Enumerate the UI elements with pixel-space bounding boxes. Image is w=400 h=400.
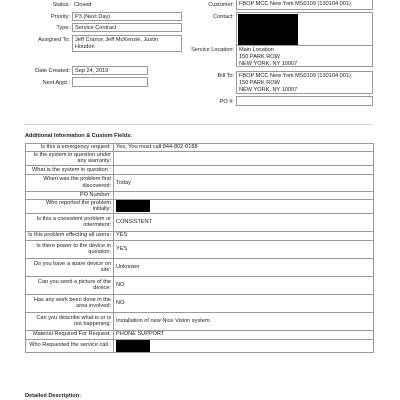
info-question: Can you send a picture of the device:	[26, 276, 114, 294]
bill-to-label: Bill To:	[217, 73, 234, 79]
customer-label: Customer:	[208, 2, 234, 8]
info-row	[26, 231, 374, 240]
service-location-label: Service Location:	[191, 47, 234, 53]
bill-to-line: 150 PARK ROW	[239, 80, 280, 86]
section-divider	[25, 124, 372, 125]
po-value	[236, 96, 373, 106]
priority-value: P3 (Next Day)	[72, 12, 182, 21]
info-answer: NO	[114, 276, 374, 294]
assigned-to-label: Assigned To:	[38, 37, 70, 43]
redacted-block	[116, 200, 150, 212]
next-appt-value	[72, 77, 148, 87]
bill-to-line: NEW YORK, NY 10007	[239, 87, 298, 93]
date-created-label: Date Created:	[35, 68, 70, 74]
info-question: Is this a consistent problem or intermitent:	[26, 213, 114, 231]
info-row	[26, 191, 374, 199]
info-row	[26, 339, 374, 352]
info-question: Who Requested the service call :	[26, 339, 114, 352]
contact-label: Contact:	[213, 14, 234, 20]
info-question: Is this a emergency request:	[26, 144, 114, 152]
info-row	[26, 174, 374, 191]
info-answer	[114, 165, 374, 174]
info-question: Has any work been done in the area involved:	[26, 294, 114, 312]
info-answer	[114, 191, 374, 199]
info-question: Do you have a spare device on site:	[26, 258, 114, 276]
info-question: When was the problem first discovered:	[26, 174, 114, 191]
next-appt-label: Next Appt.:	[42, 80, 70, 86]
info-answer	[114, 339, 374, 352]
info-answer: Installation of new Nice Vision system.	[114, 312, 374, 330]
info-row	[26, 294, 374, 312]
info-question: Who reported the problem initially:	[26, 199, 114, 213]
info-answer: Unknown	[114, 258, 374, 276]
info-answer: YES	[114, 240, 374, 258]
info-question: Is this problem effecting all users:	[26, 231, 114, 240]
bill-to-value	[236, 71, 373, 94]
priority-label: Priority:	[51, 14, 70, 20]
info-question: What is the system in question :	[26, 165, 114, 174]
type-value: Service Contract	[72, 23, 182, 32]
service-location-line: 150 PARK ROW	[239, 54, 280, 60]
info-row	[26, 152, 374, 166]
additional-info-table	[25, 143, 374, 353]
date-created-value: Sep 24, 2019	[72, 66, 148, 75]
service-location-line: NEW YORK, NY 10007	[239, 61, 298, 67]
info-row	[26, 258, 374, 276]
info-row	[26, 213, 374, 231]
info-row	[26, 312, 374, 330]
info-answer: YES	[114, 231, 374, 240]
assigned-to-value: Jeff Cranor, Jeff McKenzie, Justin Houdon	[72, 35, 182, 52]
info-answer: Today	[114, 174, 374, 191]
info-answer: CONSISTENT	[114, 213, 374, 231]
detailed-description-title: Detailed Description:	[25, 393, 81, 399]
customer-value: FBOP MCC New York MS0109 (130104.001)	[236, 0, 373, 10]
type-label: Type:	[56, 25, 70, 31]
service-location-line: Main Location	[239, 47, 274, 53]
info-question: Can you describe what is or is not happening:	[26, 312, 114, 330]
info-row	[26, 144, 374, 152]
info-question: Is the system in question under any warranty:	[26, 152, 114, 166]
po-label: PO #:	[219, 99, 234, 105]
status-value: Closed	[72, 1, 182, 9]
info-answer	[114, 199, 374, 213]
status-label: Status:	[52, 2, 70, 8]
bill-to-line: FBOP MCC New York MS0109 (130104.001)	[239, 73, 351, 79]
info-answer: NO	[114, 294, 374, 312]
info-row	[26, 276, 374, 294]
info-row	[26, 240, 374, 258]
additional-info-title: Additional Information & Custom Fields:	[25, 133, 133, 139]
info-question: Is there power to the device in question:	[26, 240, 114, 258]
info-answer	[114, 152, 374, 166]
info-row	[26, 165, 374, 174]
info-answer: Yes, You must call 844-802-0188	[114, 144, 374, 152]
info-answer: PHONE SUPPORT	[114, 330, 374, 339]
redacted-block	[116, 340, 150, 352]
info-question: Material Required For Request:	[26, 330, 114, 339]
info-row	[26, 199, 374, 213]
info-row	[26, 330, 374, 339]
service-location-value	[236, 45, 373, 67]
info-question: PO Number:	[26, 191, 114, 199]
